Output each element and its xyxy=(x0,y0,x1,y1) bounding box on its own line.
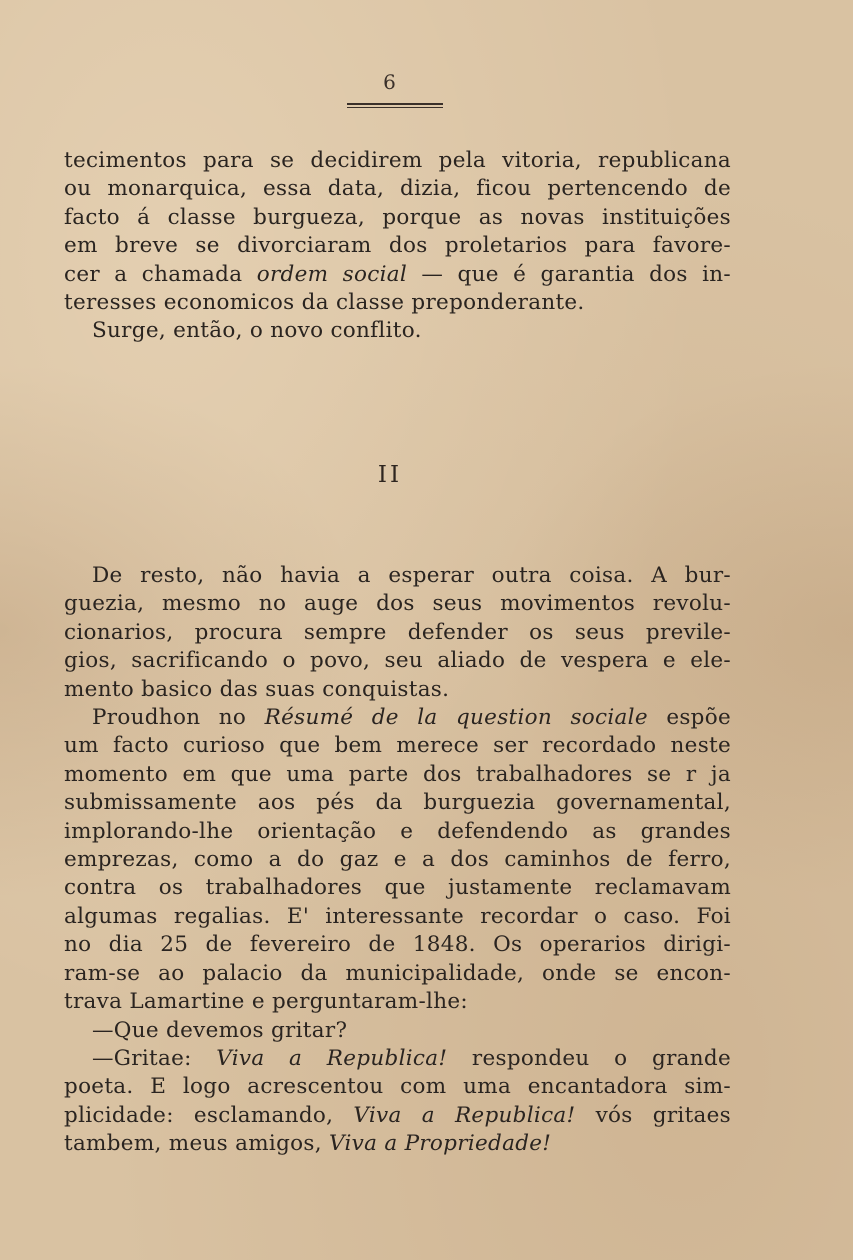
text-line: ou monarquica, essa data, dizia, ficou pertencendo de xyxy=(64,176,731,202)
text-line: teresses economicos da classe preponderante. xyxy=(64,290,585,316)
text-line xyxy=(64,704,731,732)
text-line: facto á classe burgueza, porque as novas instituições xyxy=(64,204,731,230)
text-run: plicidade: esclamando, xyxy=(64,1102,354,1128)
text-line: algumas regalias. E' interessante recordar o caso. Foi xyxy=(64,903,731,929)
text-line: momento em que uma parte dos trabalhadores se r ja xyxy=(64,761,731,787)
text-line: mento basico das suas conquistas. xyxy=(64,676,450,702)
text-line: implorando-lhe orientação e defendendo as grandes xyxy=(64,818,731,844)
text-line: gios, sacrificando o povo, seu aliado de vespera e ele- xyxy=(64,648,731,674)
italic-phrase: Résumé de la question sociale xyxy=(264,705,648,731)
text-run: —Gritae: xyxy=(92,1045,217,1071)
text-line: cionarios, procura sempre defender os seus previle- xyxy=(64,619,731,645)
page-number: 6 xyxy=(383,70,397,94)
text-line: no dia 25 de fevereiro de 1848. Os operarios dirigi- xyxy=(64,932,731,958)
text-line: emprezas, como a do gaz e a dos caminhos de ferro, xyxy=(64,847,731,873)
italic-phrase: Viva a Republica! xyxy=(353,1102,576,1128)
text-line: De resto, não havia a esperar outra coisa. A bur- xyxy=(92,563,731,588)
text-run: vós gritaes xyxy=(575,1102,731,1128)
header-rule xyxy=(347,103,443,105)
text-line: em breve se divorciaram dos proletarios para favore- xyxy=(64,233,731,259)
text-line xyxy=(64,1102,731,1130)
text-run: respondeu o grande xyxy=(447,1045,731,1071)
text-block-1 xyxy=(64,147,731,346)
italic-phrase: ordem social xyxy=(256,261,408,287)
text-run: cer a chamada xyxy=(64,261,257,287)
text-line xyxy=(64,261,731,289)
text-line: tecimentos para se decidirem pela vitoria, republicana xyxy=(64,148,731,173)
text-block-2 xyxy=(64,562,731,1159)
text-line: —Que devemos gritar? xyxy=(92,1017,348,1043)
text-line xyxy=(64,1045,731,1073)
text-line: submissamente aos pés da burguezia governamental, xyxy=(64,790,731,816)
text-run: tambem, meus amigos, xyxy=(64,1131,330,1157)
text-line: poeta. E logo acrescentou com uma encantadora sim- xyxy=(64,1074,731,1100)
italic-phrase: Viva a Propriedade! xyxy=(329,1131,552,1157)
text-line: Surge, então, o novo conflito. xyxy=(92,318,422,344)
text-run: — que é garantia dos in- xyxy=(407,261,731,287)
text-line: guezia, mesmo no auge dos seus movimentos revolu- xyxy=(64,591,731,617)
text-run: Proudhon no xyxy=(92,705,265,731)
text-line: ram-se ao palacio da municipalidade, onde se encon- xyxy=(64,960,731,986)
section-numeral: II xyxy=(377,462,403,488)
text-line xyxy=(64,1130,731,1158)
text-line: um facto curioso que bem merece ser recordado neste xyxy=(64,733,731,759)
text-line: trava Lamartine e perguntaram-lhe: xyxy=(64,989,468,1015)
text-run: espõe xyxy=(647,705,732,731)
italic-phrase: Viva a Republica! xyxy=(216,1045,448,1071)
text-line: contra os trabalhadores que justamente reclamavam xyxy=(64,875,731,901)
